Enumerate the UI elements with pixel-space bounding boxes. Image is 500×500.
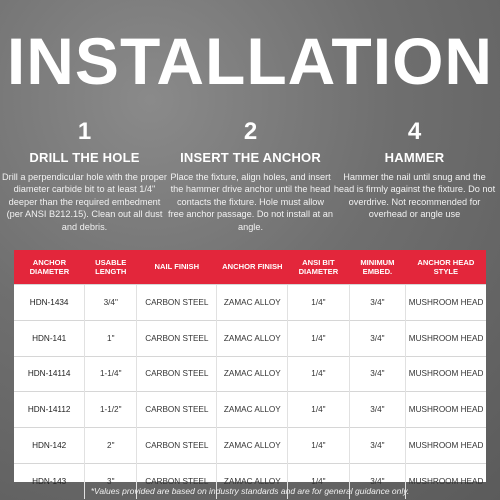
table-cell: 3/4" — [349, 392, 406, 428]
table-cell: CARBON STEEL — [137, 428, 217, 464]
table-cell: 3/4" — [349, 285, 406, 321]
step-insert — [168, 120, 333, 233]
table-cell: ZAMAC ALLOY — [217, 392, 288, 428]
table-cell: 1" — [85, 320, 137, 356]
table-cell: MUSHROOM HEAD — [406, 392, 486, 428]
steps-section — [0, 120, 500, 250]
table-cell: MUSHROOM HEAD — [406, 428, 486, 464]
page-title: INSTALLATION — [6, 24, 494, 98]
step-number: 1 — [77, 118, 92, 145]
table-cell: CARBON STEEL — [137, 463, 217, 498]
table-cell: 1/4" — [288, 356, 349, 392]
table-cell: 3/4" — [85, 285, 137, 321]
table-cell: HDN-1434 — [14, 285, 85, 321]
table-cell: HDN-14114 — [14, 356, 85, 392]
step-description: Place the fixture, align holes, and insert the hammer drive anchor until the head contacts the fixture. Hole must allow free anchor passage. Do not install at an angle. — [168, 172, 333, 232]
table-row — [14, 285, 486, 321]
step-description: Drill a perpendicular hole with the proper diameter carbide bit to at least 1/4" deeper than the required embedment (per ANSI B212.15). Clean out all dust and debris. — [2, 172, 167, 232]
table-cell: 2" — [85, 428, 137, 464]
column-header: ANCHOR FINISH — [217, 250, 288, 285]
step-number: 2 — [243, 118, 258, 145]
table-cell: ZAMAC ALLOY — [217, 428, 288, 464]
table-row — [14, 320, 486, 356]
table-cell: 3/4" — [349, 428, 406, 464]
table-cell: HDN-143 — [14, 463, 85, 498]
column-header: ANSI BIT DIAMETER — [288, 250, 349, 285]
table-cell: ZAMAC ALLOY — [217, 356, 288, 392]
table-row — [14, 356, 486, 392]
table-cell: 1-1/4" — [85, 356, 137, 392]
column-header: NAIL FINISH — [137, 250, 217, 285]
step-hammer — [332, 120, 497, 221]
table-cell: 1/4" — [288, 463, 349, 498]
table-cell: CARBON STEEL — [137, 392, 217, 428]
table-cell: 1/4" — [288, 285, 349, 321]
table-cell: 1/4" — [288, 320, 349, 356]
table-cell: CARBON STEEL — [137, 320, 217, 356]
step-drill — [2, 120, 167, 233]
footnote: *Values provided are based on industry standards and are for general guidance only. — [90, 486, 410, 496]
table-cell: 3" — [85, 463, 137, 498]
table-cell: HDN-142 — [14, 428, 85, 464]
column-header: MINIMUM EMBED. — [349, 250, 406, 285]
table-header-row — [14, 250, 486, 285]
table-row — [14, 392, 486, 428]
step-heading: INSERT THE ANCHOR — [180, 150, 321, 165]
table-cell: MUSHROOM HEAD — [406, 463, 486, 498]
table-cell: HDN-14112 — [14, 392, 85, 428]
step-number: 4 — [407, 118, 422, 145]
table-cell: CARBON STEEL — [137, 356, 217, 392]
table-cell: 1-1/2" — [85, 392, 137, 428]
table-cell: HDN-141 — [14, 320, 85, 356]
column-header: ANCHOR HEAD STYLE — [406, 250, 486, 285]
column-header: ANCHOR DIAMETER — [14, 250, 85, 285]
step-description: Hammer the nail until snug and the head is firmly against the fixture. Do not overdrive. Not recommended for overhead or angle use — [333, 172, 496, 220]
table-cell: 1/4" — [288, 392, 349, 428]
specs-table — [14, 250, 486, 499]
table-cell: 1/4" — [288, 428, 349, 464]
table-cell: ZAMAC ALLOY — [217, 285, 288, 321]
column-header: USABLE LENGTH — [85, 250, 137, 285]
table-row — [14, 428, 486, 464]
table-cell: MUSHROOM HEAD — [406, 285, 486, 321]
step-heading: HAMMER — [384, 150, 445, 165]
table-cell: MUSHROOM HEAD — [406, 356, 486, 392]
specs-table-container — [14, 250, 486, 486]
table-cell: 3/4" — [349, 463, 406, 498]
step-heading: DRILL THE HOLE — [29, 150, 140, 165]
table-cell: 3/4" — [349, 356, 406, 392]
table-cell: CARBON STEEL — [137, 285, 217, 321]
table-cell: 3/4" — [349, 320, 406, 356]
table-cell: ZAMAC ALLOY — [217, 320, 288, 356]
table-cell: MUSHROOM HEAD — [406, 320, 486, 356]
table-cell: ZAMAC ALLOY — [217, 463, 288, 498]
